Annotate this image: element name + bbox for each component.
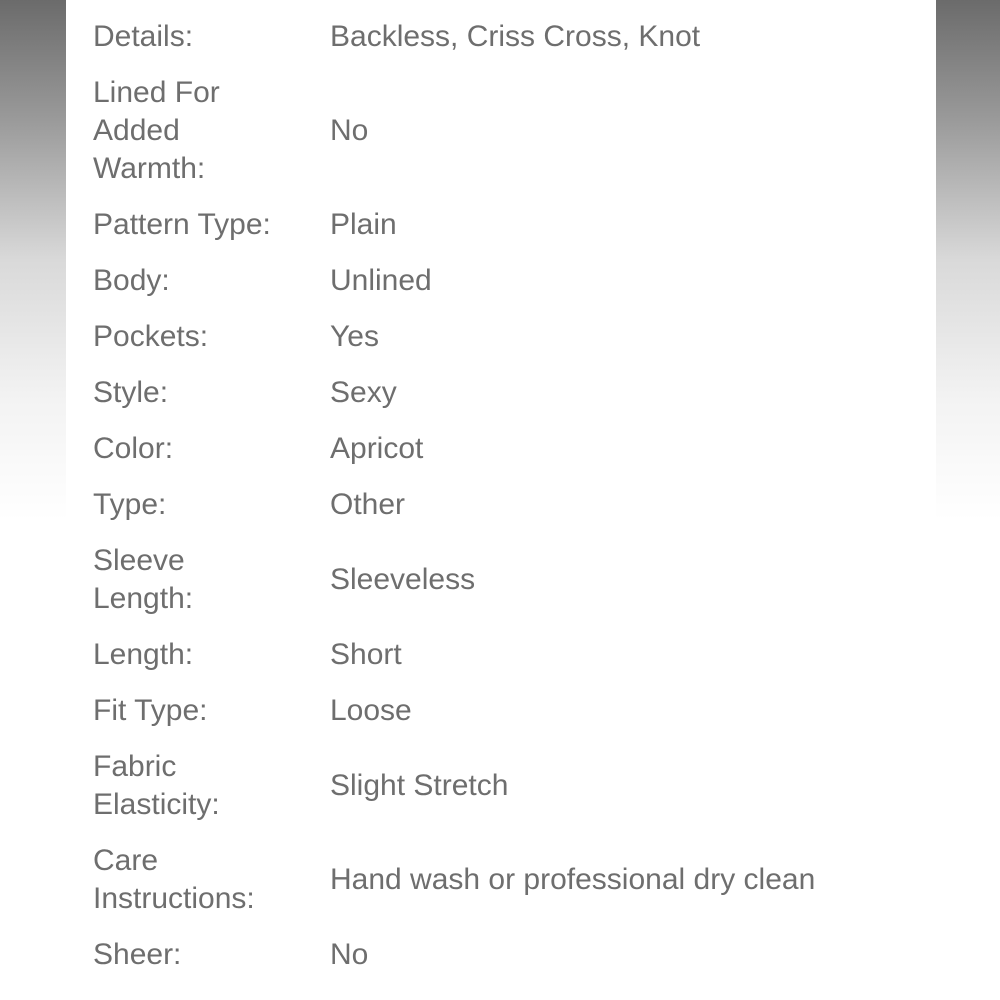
spec-row-body bbox=[93, 253, 923, 309]
spec-label: Care Instructions: bbox=[93, 844, 255, 915]
spec-label: Pattern Type: bbox=[93, 208, 271, 241]
spec-label: Fabric Elasticity: bbox=[93, 750, 220, 821]
spec-label: Details: bbox=[93, 20, 194, 53]
spec-label: Length: bbox=[93, 638, 194, 671]
spec-value: Loose bbox=[330, 694, 412, 727]
spec-label: Sleeve Length: bbox=[93, 544, 194, 615]
spec-value: No bbox=[330, 938, 369, 971]
spec-value: Plain bbox=[330, 208, 397, 241]
spec-value: Apricot bbox=[330, 432, 424, 465]
spec-row-style bbox=[93, 365, 923, 421]
spec-row-fit-type bbox=[93, 683, 923, 739]
spec-value: Backless, Criss Cross, Knot bbox=[330, 20, 701, 53]
spec-row-pockets bbox=[93, 309, 923, 365]
spec-label: Color: bbox=[93, 432, 174, 465]
spec-label: Style: bbox=[93, 376, 169, 409]
spec-label: Pockets: bbox=[93, 320, 209, 353]
spec-value: Other bbox=[330, 488, 406, 521]
spec-row-color bbox=[93, 421, 923, 477]
spec-value: Short bbox=[330, 638, 402, 671]
spec-value: Sleeveless bbox=[330, 563, 476, 596]
spec-value: Unlined bbox=[330, 264, 432, 297]
product-specs-table bbox=[93, 9, 923, 983]
spec-value: Yes bbox=[330, 320, 379, 353]
spec-label: Body: bbox=[93, 264, 170, 297]
spec-row-length bbox=[93, 627, 923, 683]
spec-label: Type: bbox=[93, 488, 167, 521]
spec-label: Lined For Added Warmth: bbox=[93, 76, 220, 185]
spec-row-pattern-type bbox=[93, 197, 923, 253]
spec-row-sheer bbox=[93, 927, 923, 983]
spec-row-care-instructions bbox=[93, 833, 923, 927]
spec-value: Hand wash or professional dry clean bbox=[330, 863, 816, 896]
spec-row-fabric-elasticity bbox=[93, 739, 923, 833]
spec-value: Slight Stretch bbox=[330, 769, 509, 802]
spec-row-sleeve-length bbox=[93, 533, 923, 627]
spec-value: Sexy bbox=[330, 376, 397, 409]
spec-row-type bbox=[93, 477, 923, 533]
spec-value: No bbox=[330, 114, 369, 147]
spec-row-details bbox=[93, 9, 923, 65]
spec-label: Sheer: bbox=[93, 938, 182, 971]
spec-row-lined-for-added-warmth bbox=[93, 65, 923, 197]
spec-label: Fit Type: bbox=[93, 694, 208, 727]
